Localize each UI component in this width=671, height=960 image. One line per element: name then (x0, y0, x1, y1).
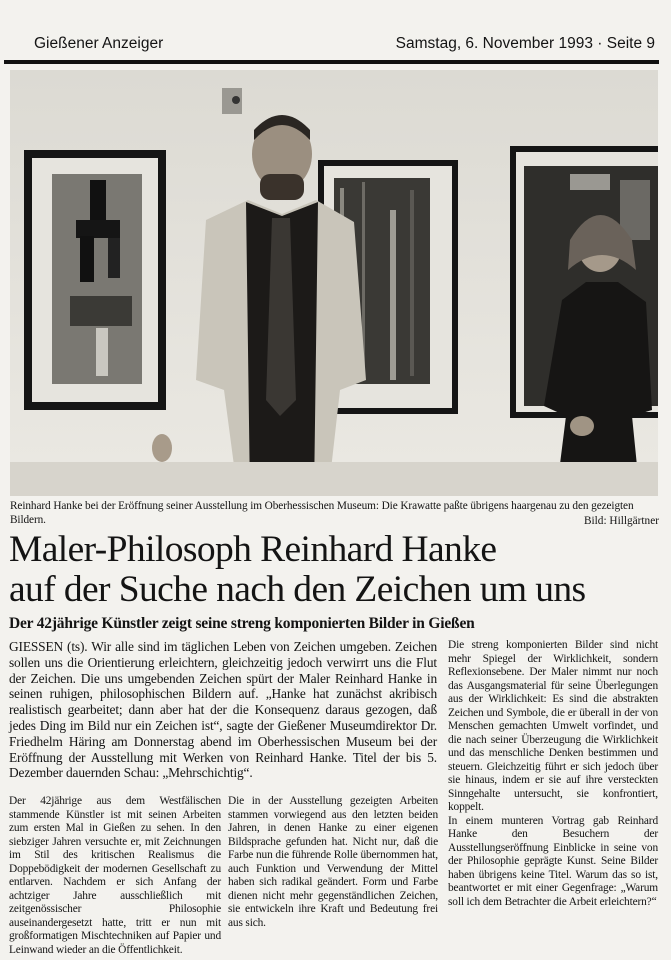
column-2-text: Die in der Ausstellung gezeigten Arbeiten stammen vorwiegend aus den letzten beiden Jahren, in denen Hanke zu einer eigenen Bildsprache gefunden hat. Nicht nur, daß die Farbe nun die führende Rolle übernommen hat, auch Funktion und Verwendung der Mittel haben sich radikal geändert. Form und Farbe dienen nicht mehr gegenständlichen Zeichen, sie entwickeln ihre Kraft und Bedeutung frei aus sich. (228, 795, 438, 929)
headline-line-2: auf der Suche nach den Zeichen um uns (9, 569, 586, 610)
article-lead: GIESSEN (ts). Wir alle sind im täglichen Leben von Zeichen umgeben. Zeichen sollen uns die Orientierung erleichtern, gleichzeitig jedoch verwirrt uns die Flut der Zeichen. Die uns umgebenden Zeichen spürt der Maler Reinhard Hanke in seinen ruhigen, philosophischen Bildern auf. „Hanke hat zunächst akribisch realistisch gearbeitet; dann aber hat der die Konsequenz daraus gezogen, daß jedes Ding im Bild nur ein Zeichen ist“, sagte der Gießener Museumdirektor Dr. Friedhelm Häring am Donnerstag abend im Oberhessischen Museum bei der Eröffnung der Ausstellung mit Werken von Reinhard Hanke. Titel der bis 5. Dezember dauernden Schau: „Mehrschichtig“. (9, 639, 437, 781)
column-3-paragraph-2: In einem munteren Vortrag gab Reinhard Hanke den Besuchern der Ausstellungseröffnung Einblicke in seine von der Philosophie geprägte Kunst. Seine Bilder haben übrigens keine Titel. Warum das so ist, beantwortet er mit einer Gegenfrage: „Warum soll ich dem Betrachter die Arbeit erleichtern?“ (448, 814, 658, 908)
headline-line-1: Maler-Philosoph Reinhard Hanke (9, 529, 497, 570)
article-photo (10, 70, 658, 496)
column-1-text: Der 42jährige aus dem Westfälischen stammende Künstler ist mit seinen Arbeiten zum ersten Mal in Gießen zu sehen. In den siebziger Jahren versuchte er, mit Zeichnungen im Stil des kritischen Realismus die Doppebödigkeit der modernen Gesellschaft zu entlarven. Nachdem er sich Anfang der achtziger Jahre ausschließlich mit zeitgenössischer Philosophie auseinandergesetzt hatte, tritt er nun mit großformatigen Mischtechniken auf Papier und Leinwand wieder an die Öffentlichkeit. (9, 795, 221, 956)
headline (9, 530, 669, 610)
masthead (30, 30, 657, 60)
photo-caption: Reinhard Hanke bei der Eröffnung seiner Ausstellung im Oberhessischen Museum: Die Krawatte paßte übrigens haargenau zu den gezeigten Bildern. (10, 500, 634, 526)
column-3-paragraph-1: Die streng komponierten Bilder sind nicht mehr Spiegel der Wirklichkeit, sondern Reflexionsebene. Der Maler nimmt nur noch das Ausgangsmaterial für seine Überlegungen aus der Wirklichkeit: Es sind die abstrakten Zeichen und Symbole, die er überall in der von Menschen gemachten Umwelt vorfindet, und die nach seiner Überzeugung die Wirklichkeit und das menschliche Denken bestimmen und steuern. Gleichzeitig führt er sich jedoch über sie hinaus, indem er sie auf ihre versteckten Sinngehalte untersucht, sie konfrontiert, koppelt. (448, 639, 658, 813)
article-column-2 (228, 795, 438, 930)
article-column-3 (448, 639, 658, 909)
newspaper-name: Gießener Anzeiger (34, 35, 164, 52)
photo-credit: Bild: Hillgärtner (584, 515, 659, 527)
subheadline: Der 42jährige Künstler zeigt seine streng komponierten Bilder in Gießen (9, 615, 475, 632)
issue-date-page: Samstag, 6. November 1993 · Seite 9 (395, 35, 655, 52)
article-column-1 (9, 795, 221, 957)
photo-exhibition-icon (10, 70, 658, 496)
masthead-rule (4, 60, 659, 64)
